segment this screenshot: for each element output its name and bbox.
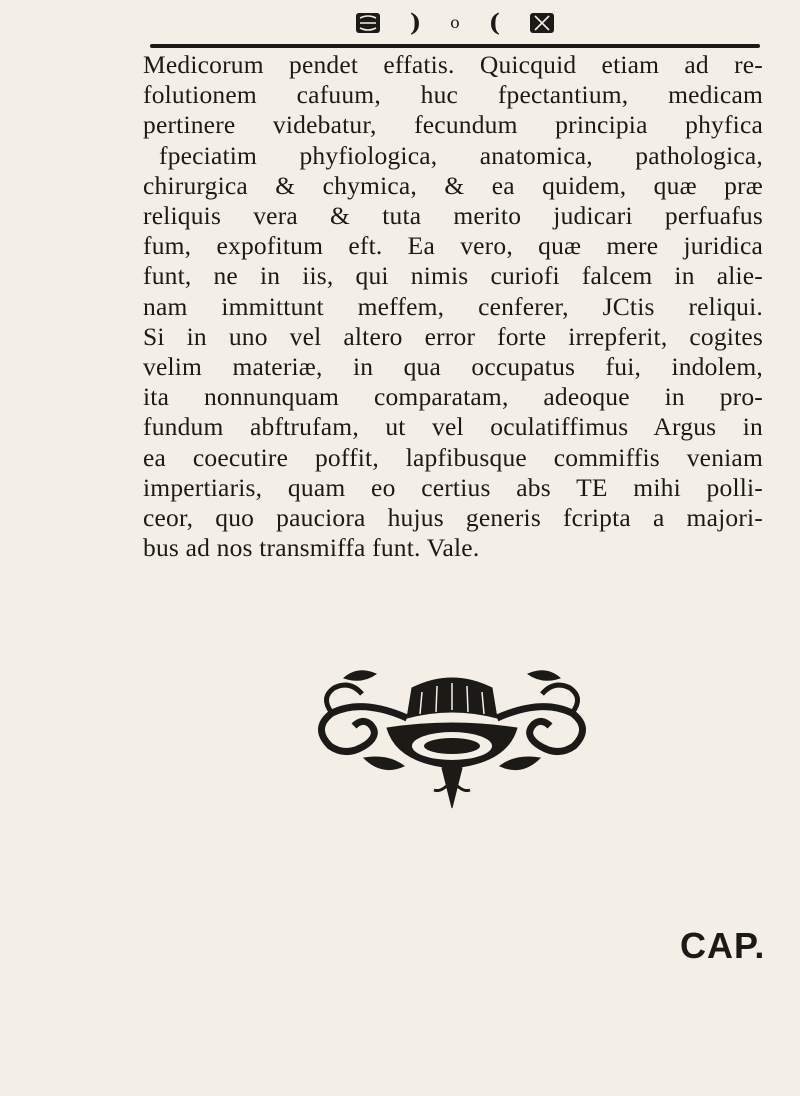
text-line: funt, ne in iis, qui nimis curiofi falcem in alie-	[143, 261, 763, 291]
text-line: Medicorum pendet effatis. Quicquid etiam ad re-	[143, 50, 763, 79]
text-line: folutionem cafuum, huc fpectantium, medicam	[143, 80, 763, 110]
text-line: ita nonnunquam comparatam, adeoque in pro-	[143, 382, 763, 412]
header-rule	[150, 44, 760, 48]
text-line: ea coecutire poffit, lapfibusque commiffis veniam	[143, 442, 763, 472]
ornament-paren-right: (	[488, 8, 501, 37]
tailpiece-vignette-icon	[292, 658, 612, 818]
fleuron-right-icon	[529, 12, 555, 34]
text-line: bus ad nos transmiffa funt. Vale.	[143, 533, 480, 563]
page-header	[150, 6, 760, 44]
header-ornament	[355, 6, 555, 40]
text-line: impertiaris, quam eo certius abs TE mihi polli-	[143, 472, 763, 502]
text-line: nam immittunt meffem, cenferer, JCtis reliqui.	[143, 291, 763, 321]
text-line: pertinere videbatur, fecundum principia phyfica	[143, 110, 763, 140]
fleuron-left-icon	[355, 12, 381, 34]
text-line: ceor, quo pauciora hujus generis fcripta a majori-	[143, 503, 763, 533]
catchword: CAP.	[680, 925, 766, 966]
text-line: chirurgica & chymica, & ea quidem, quæ præ	[143, 170, 763, 200]
ornament-center: o	[450, 13, 460, 32]
text-line: reliquis vera & tuta merito judicari perfuafus	[143, 201, 763, 231]
text-line: fundum abftrufam, ut vel oculatiffimus Argus in	[143, 412, 763, 442]
text-line: fum, expofitum eft. Ea vero, quæ mere juridica	[143, 231, 763, 261]
text-line: Si in uno vel altero error forte irrepferit, cogites	[143, 321, 763, 351]
text-line: fpeciatim phyfiologica, anatomica, pathologica,	[159, 140, 763, 170]
body-text	[143, 50, 763, 563]
text-line: velim materiæ, in qua occupatus fui, indolem,	[143, 352, 763, 382]
ornament-paren-left: )	[409, 8, 422, 37]
